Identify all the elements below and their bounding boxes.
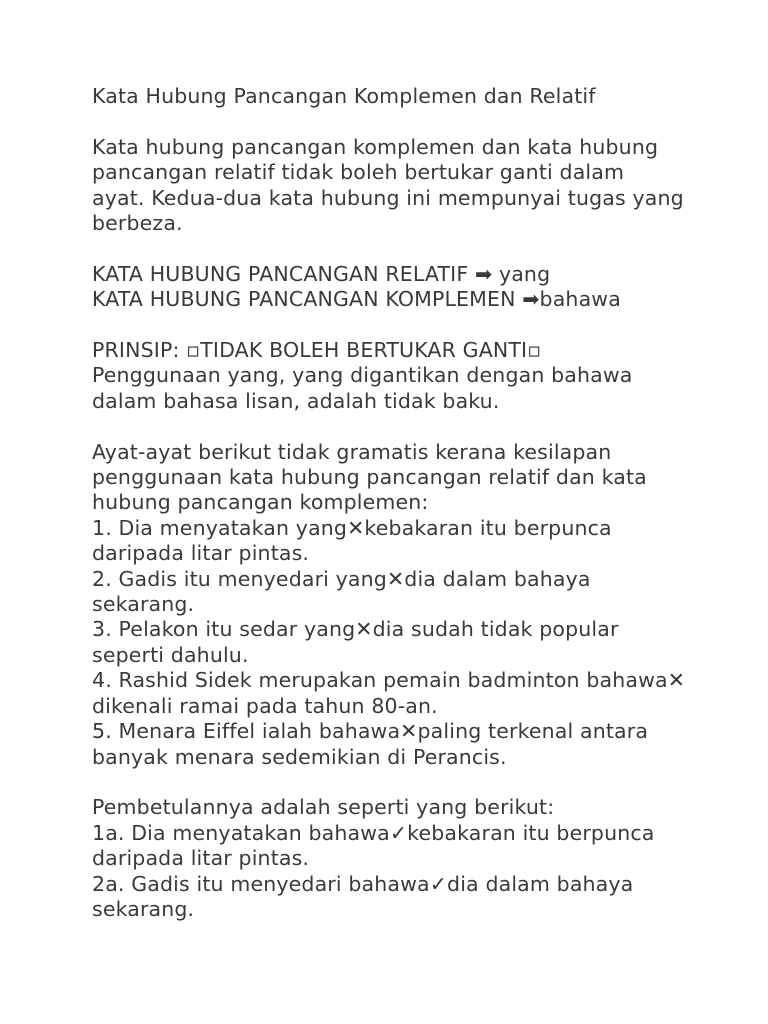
komplemen-definition: KATA HUBUNG PANCANGAN KOMPLEMEN ➡bahawa xyxy=(92,287,621,312)
spacer xyxy=(92,109,692,134)
intro-line: berbeza. xyxy=(92,211,183,236)
wrong-examples-block xyxy=(92,440,692,770)
intro-line: pancangan relatif tidak boleh bertukar ganti dalam xyxy=(92,160,625,185)
wrong-intro-line: penggunaan kata hubung pancangan relatif dan kata xyxy=(92,465,647,490)
principle-heading: PRINSIP: ▫TIDAK BOLEH BERTUKAR GANTI▫ xyxy=(92,338,542,363)
definitions-block xyxy=(92,262,692,313)
wrong-example-line: sekarang. xyxy=(92,592,195,617)
wrong-example-line: daripada litar pintas. xyxy=(92,541,310,566)
wrong-example-line: dikenali ramai pada tahun 80-an. xyxy=(92,693,438,718)
correct-example-line: 2a. Gadis itu menyedari bahawa✓dia dalam bahaya xyxy=(92,871,634,896)
principle-block xyxy=(92,338,692,414)
intro-paragraph xyxy=(92,135,692,237)
document-title: Kata Hubung Pancangan Komplemen dan Relatif xyxy=(92,84,596,108)
wrong-example-line: banyak menara sedemikian di Perancis. xyxy=(92,744,507,769)
correction-intro: Pembetulannya adalah seperti yang berikut: xyxy=(92,795,555,820)
intro-line: ayat. Kedua-dua kata hubung ini mempunyai tugas yang xyxy=(92,185,684,210)
wrong-intro-line: hubung pancangan komplemen: xyxy=(92,490,429,515)
wrong-example-line: 3. Pelakon itu sedar yang✕dia sudah tidak popular xyxy=(92,617,619,642)
relatif-definition: KATA HUBUNG PANCANGAN RELATIF ➡ yang xyxy=(92,261,551,286)
correct-example-line: daripada litar pintas. xyxy=(92,846,310,871)
spacer xyxy=(92,770,692,795)
usage-line: Penggunaan yang, yang digantikan dengan bahawa xyxy=(92,363,633,388)
correction-block xyxy=(92,795,692,922)
wrong-example-line: 5. Menara Eiffel ialah bahawa✕paling terkenal antara xyxy=(92,719,649,744)
wrong-example-line: 1. Dia menyatakan yang✕kebakaran itu berpunca xyxy=(92,515,612,540)
wrong-example-line: 2. Gadis itu menyedari yang✕dia dalam bahaya xyxy=(92,566,591,591)
intro-line: Kata hubung pancangan komplemen dan kata hubung xyxy=(92,134,659,159)
correct-example-line: sekarang. xyxy=(92,896,195,921)
wrong-intro-line: Ayat-ayat berikut tidak gramatis kerana kesilapan xyxy=(92,439,612,464)
document-page xyxy=(92,84,692,922)
wrong-example-line: 4. Rashid Sidek merupakan pemain badminton bahawa✕ xyxy=(92,668,686,693)
wrong-example-line: seperti dahulu. xyxy=(92,642,249,667)
correct-example-line: 1a. Dia menyatakan bahawa✓kebakaran itu berpunca xyxy=(92,820,655,845)
usage-line: dalam bahasa lisan, adalah tidak baku. xyxy=(92,388,500,413)
spacer xyxy=(92,414,692,439)
spacer xyxy=(92,313,692,338)
spacer xyxy=(92,236,692,261)
